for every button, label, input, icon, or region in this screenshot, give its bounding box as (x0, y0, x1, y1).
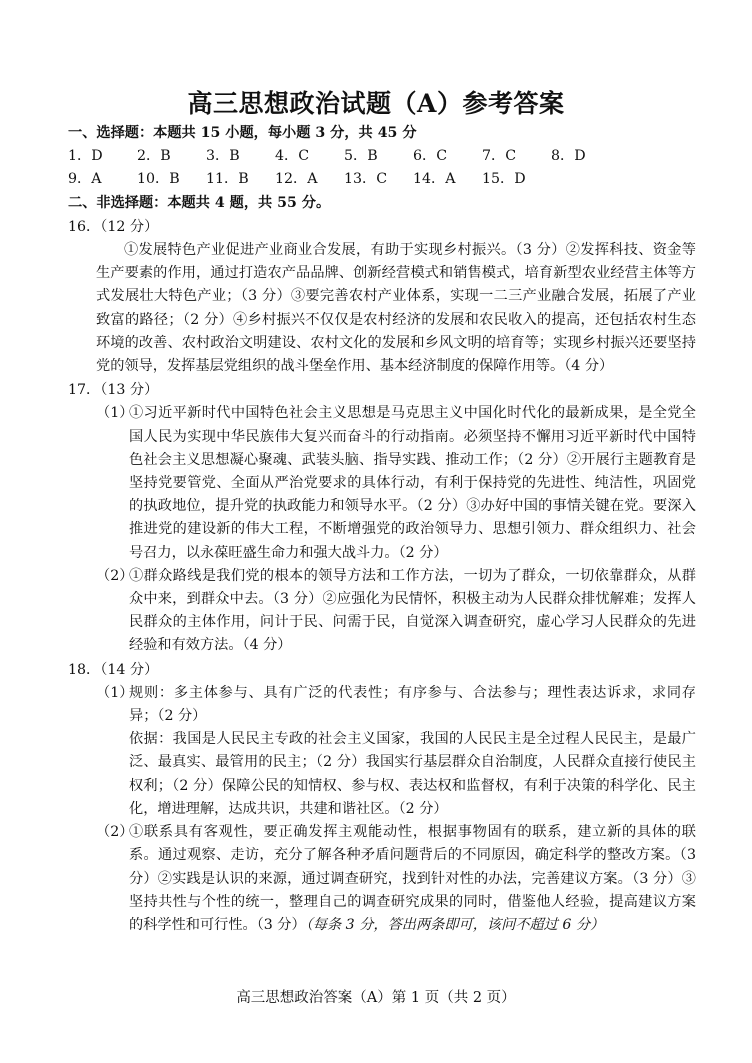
answer-item: 13．C (344, 171, 388, 188)
answer-item: 1．D (68, 148, 103, 165)
part-answer: ①习近平新时代中国特色社会主义思想是马克思主义中国化时代化的最新成果，是全党全国人民为实现中华民族伟大复兴而奋斗的行动指南。必须坚持不懈用习近平新时代中国特色社会主义思想凝心聚魂、武装头脑、指导实践、推动工作；（2 分）②开展行主题教育是坚持党要管党、全面从严治党要求的具体行动，有利于保持党的先进性、纯洁性，巩固党的执政地位，提升党的执政能力和领导水平。（2 分）③办好中国的事情关键在党。要深入推进党的建设新的伟大工程，不断增强党的政治领导力、思想引领力、群众组织力、社会号召力，以永葆旺盛生命力和强大战斗力。（2 分） (129, 405, 696, 561)
question-16-label: 16．（12 分） (68, 218, 159, 235)
part-number: （2） (96, 567, 134, 584)
part-answer-rules: 规则：多主体参与、具有广泛的代表性；有序参与、合法参与；理性表达诉求，求同存异；（2 分） (129, 684, 696, 725)
section2-heading: 二、非选择题：本题共 4 题，共 55 分。 (68, 194, 331, 211)
question-17-label: 17．（13 分） (68, 382, 159, 399)
part-answer: ①群众路线是我们党的根本的领导方法和工作方法，一切为了群众，一切依靠群众，从群众中来，到群众中去。（3 分）②应强化为民情怀，积极主动为人民群众排忧解难；发挥人民群众的主体作用，问计于民、问需于民，自觉深入调查研究，虚心学习人民群众的先进经验和有效方法。（4 分） (129, 567, 696, 654)
answer-item: 2．B (137, 148, 171, 165)
answer-item: 3．B (206, 148, 240, 165)
page-footer: 高三思想政治答案（A）第 1 页（共 2 页） (236, 990, 516, 1006)
answer-item: 5．B (344, 148, 378, 165)
question-18-part-2 (68, 821, 696, 937)
question-16-answer: ①发展特色产业促进产业商业合发展，有助于实现乡村振兴。（3 分）②发挥科技、资金等生产要素的作用，通过打造农产品品牌、创新经营模式和销售模式，培育新型农业经营主体等方式发展壮大特色产业；（3 分）③要完善农村产业体系，实现一二三产业融合发展，拓展了产业致富的路径；（2 分）④乡村振兴不仅仅是农村经济的发展和农民收入的提高，还包括农村生态环境的改善、农村政治文明建设、农村文化的发展和乡风文明的培育等；实现乡村振兴还要坚持党的领导，发挥基层党组织的战斗堡垒作用、基本经济制度的保障作用等。（4 分） (96, 242, 696, 375)
answers-row-2 (68, 168, 696, 191)
part-number: （1） (96, 684, 134, 701)
part-number: （2） (96, 824, 134, 841)
part-answer-basis: 依据：我国是人民民主专政的社会主义国家，我国的人民民主是全过程人民民主，是最广泛、最真实、最管用的民主；（2 分）我国实行基层群众自治制度，人民群众直接行使民主权利；（2 分）保障公民的知情权、参与权、表达权和监督权，有利于决策的科学化、民主化，增进理解，达成共识，共建和谐社区。（2 分） (129, 731, 696, 817)
answer-item: 6．C (413, 148, 448, 165)
answer-item: 12．A (275, 171, 318, 188)
answer-item: 11．B (206, 171, 249, 188)
question-17-part-1 (68, 402, 696, 564)
answers-row-1 (68, 145, 696, 168)
answer-item: 15．D (482, 171, 526, 188)
question-18-part-1 (68, 682, 696, 821)
part-number: （1） (96, 405, 134, 422)
answer-item: 14．A (413, 171, 456, 188)
scoring-note: （每条 3 分，答出两条即可，该问不超过 6 分） (305, 916, 605, 933)
section1-heading: 一、选择题：本题共 15 小题，每小题 3 分，共 45 分 (68, 125, 417, 141)
answer-item: 8．D (551, 148, 586, 165)
page-title: 高三思想政治试题（A）参考答案 (187, 89, 565, 118)
answer-item: 10．B (137, 171, 180, 188)
answer-item: 4．C (275, 148, 310, 165)
answer-item: 9．A (68, 171, 102, 188)
answer-content (68, 122, 696, 937)
question-17-part-2 (68, 565, 696, 658)
answer-item: 7．C (482, 148, 517, 165)
question-18-label: 18．（14 分） (68, 661, 159, 678)
part-answer: ①联系具有客观性，要正确发挥主观能动性，根据事物固有的联系，建立新的具体的联系。通过观察、走访，充分了解各种矛盾问题背后的不同原因，确定科学的整改方案。（3 分）②实践是认识的来源，通过调查研究，找到针对性的办法，完善建议方案。（3 分）③坚持共性与个性的统一，整理自己的调查研究成果的同时，借鉴他人经验，提高建议方案的科学性和可行性。（3 分） (129, 824, 696, 933)
